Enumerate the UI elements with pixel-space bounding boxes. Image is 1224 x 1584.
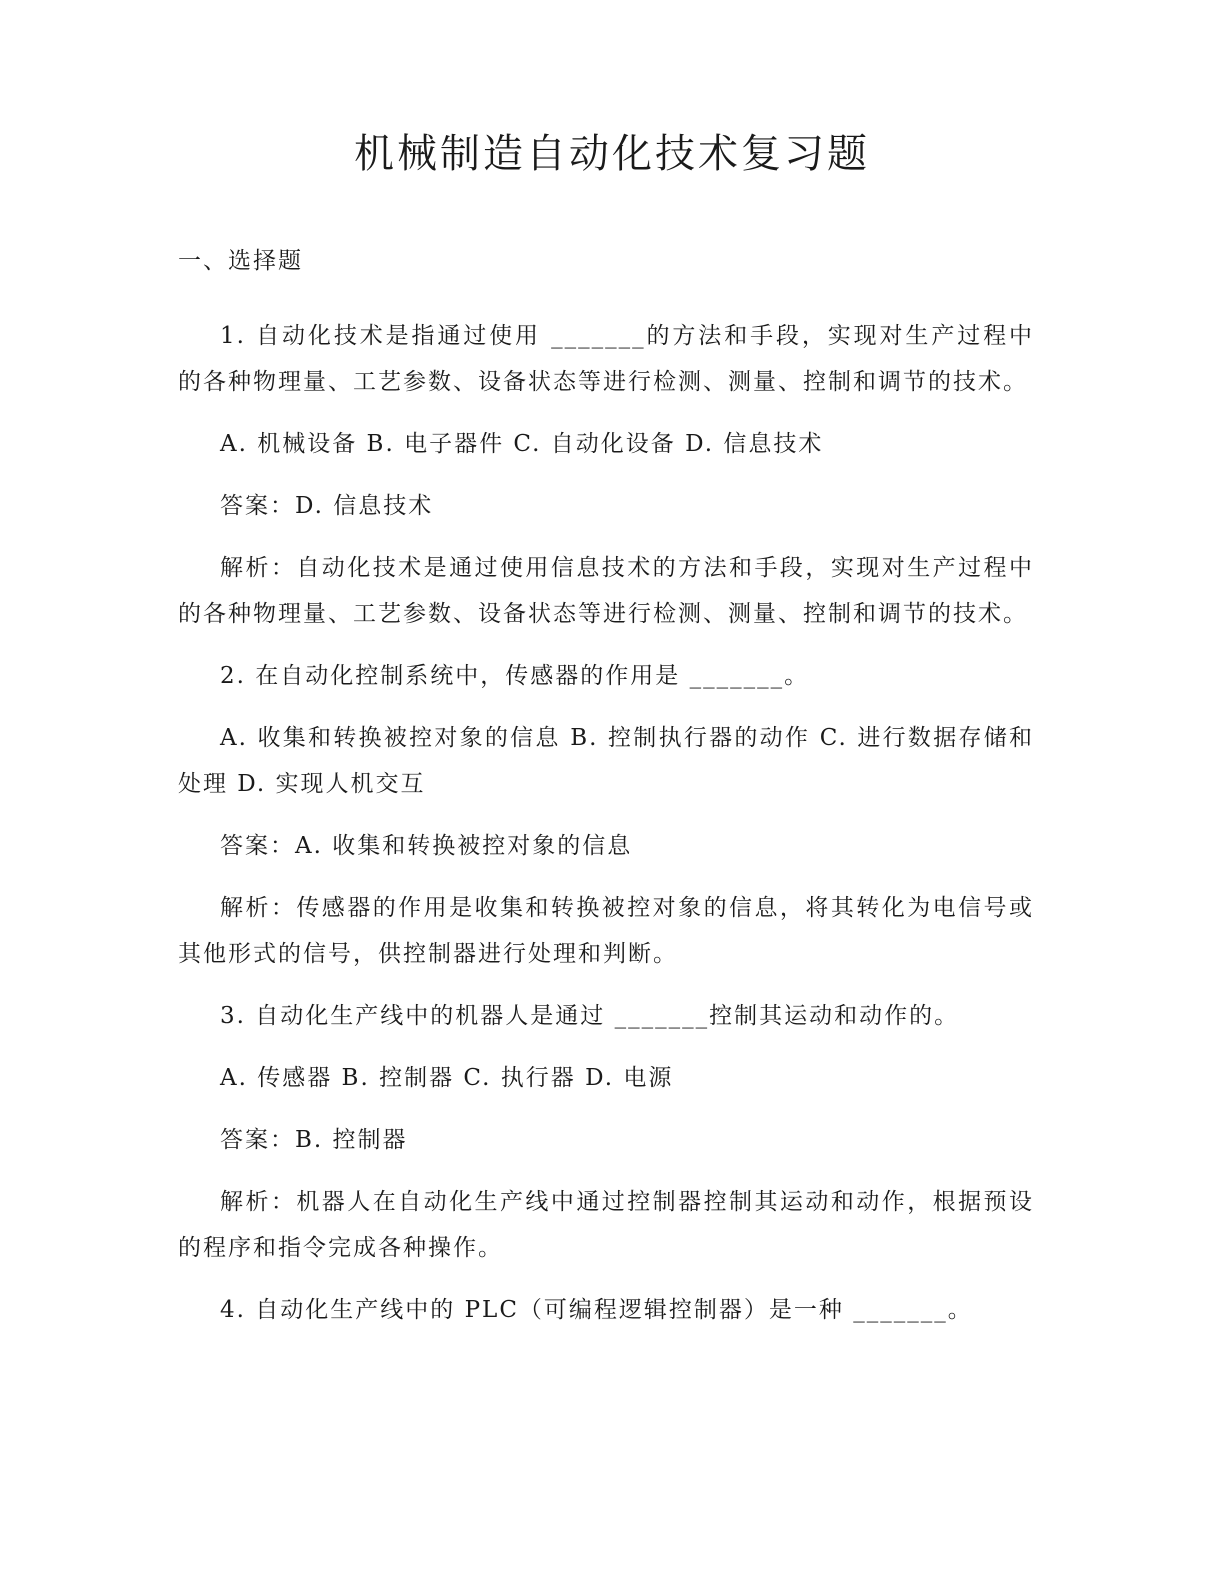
document-title: 机械制造自动化技术复习题 (354, 131, 870, 177)
document-body (178, 313, 1034, 1349)
question-1-stem: 1. 自动化技术是指通过使用 _______的方法和手段，实现对生产过程中的各种物理量、工艺参数、设备状态等进行检测、测量、控制和调节的技术。 (178, 323, 1034, 395)
question-1-explanation: 解析：自动化技术是通过使用信息技术的方法和手段，实现对生产过程中的各种物理量、工艺参数、设备状态等进行检测、测量、控制和调节的技术。 (178, 555, 1034, 627)
question-3-options: A. 传感器 B. 控制器 C. 执行器 D. 电源 (220, 1065, 674, 1091)
question-1-options: A. 机械设备 B. 电子器件 C. 自动化设备 D. 信息技术 (220, 431, 824, 457)
section-heading: 一、选择题 (178, 248, 303, 274)
question-3-explanation: 解析：机器人在自动化生产线中通过控制器控制其运动和动作，根据预设的程序和指令完成各种操作。 (178, 1189, 1034, 1261)
question-2-stem: 2. 在自动化控制系统中，传感器的作用是 _______。 (220, 663, 810, 689)
question-1-answer: 答案：D. 信息技术 (220, 493, 434, 519)
question-3-stem: 3. 自动化生产线中的机器人是通过 _______控制其运动和动作的。 (220, 1003, 960, 1029)
question-3-answer: 答案：B. 控制器 (220, 1127, 408, 1153)
question-2-explanation: 解析：传感器的作用是收集和转换被控对象的信息，将其转化为电信号或其他形式的信号，供控制器进行处理和判断。 (178, 895, 1034, 967)
question-2-answer: 答案：A. 收集和转换被控对象的信息 (220, 833, 633, 859)
question-2-options: A. 收集和转换被控对象的信息 B. 控制执行器的动作 C. 进行数据存储和处理 D. 实现人机交互 (178, 725, 1034, 797)
question-4-stem: 4. 自动化生产线中的 PLC（可编程逻辑控制器）是一种 _______。 (220, 1297, 973, 1323)
